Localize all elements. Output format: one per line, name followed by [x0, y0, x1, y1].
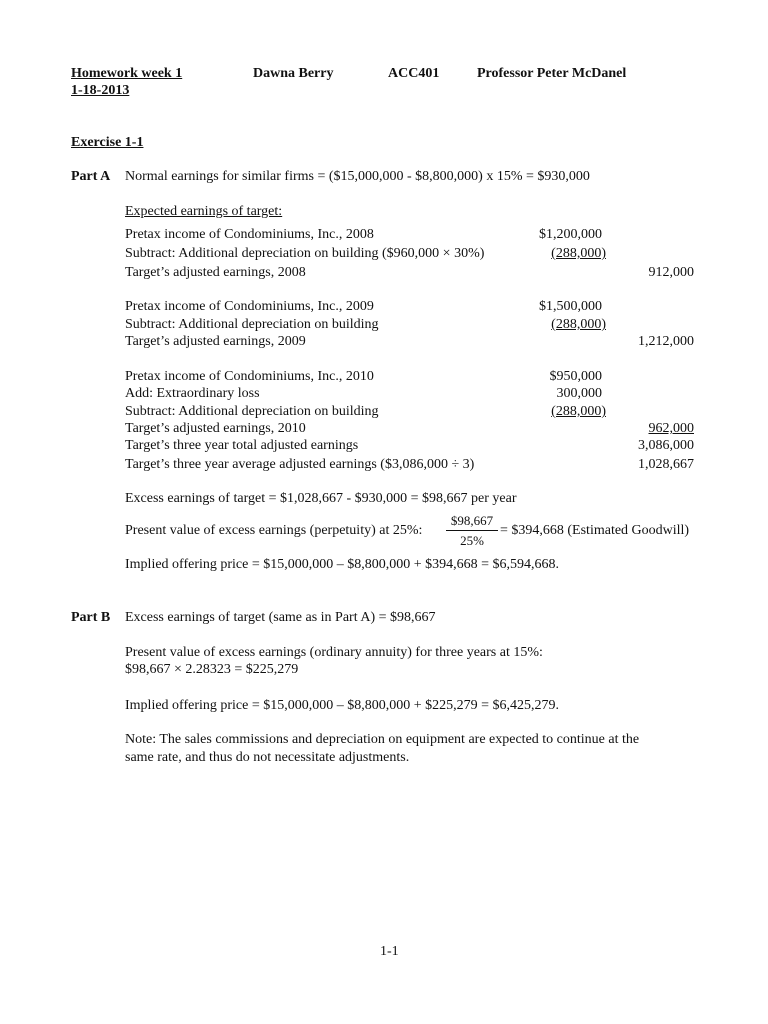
pv-numerator: $98,667	[446, 513, 498, 531]
header-student-name: Dawna Berry	[253, 66, 334, 81]
row-label: Target’s adjusted earnings, 2009	[125, 334, 306, 349]
row-total: 1,028,667	[638, 457, 694, 472]
pv-annuity-line1: Present value of excess earnings (ordinary annuity) for three years at 15%:	[125, 645, 543, 660]
row-label: Pretax income of Condominiums, Inc., 2009	[125, 299, 374, 314]
implied-price-a: Implied offering price = $15,000,000 – $8,800,000 + $394,668 = $6,594,668.	[125, 557, 560, 572]
note-line1: Note: The sales commissions and depreciation on equipment are expected to continue at the	[125, 732, 640, 747]
row-label: Pretax income of Condominiums, Inc., 2010	[125, 369, 374, 384]
excess-earnings-line: Excess earnings of target = $1,028,667 - $930,000 = $98,667 per year	[125, 491, 517, 506]
page-number: 1-1	[380, 944, 399, 959]
row-label: Target’s adjusted earnings, 2010	[125, 421, 306, 436]
row-label: Target’s adjusted earnings, 2008	[125, 265, 306, 280]
row-label: Pretax income of Condominiums, Inc., 2008	[125, 227, 374, 242]
row-total: 3,086,000	[638, 438, 694, 453]
header-professor: Professor Peter McDanel	[477, 66, 627, 81]
header-date: 1-18-2013	[71, 83, 130, 98]
row-amount: 300,000	[556, 386, 602, 401]
excess-earnings-b: Excess earnings of target (same as in Part A) = $98,667	[125, 610, 436, 625]
part-a-label: Part A	[71, 169, 111, 184]
header-title: Homework week 1	[71, 66, 183, 81]
pv-denominator: 25%	[460, 533, 484, 548]
row-amount: (288,000)	[551, 404, 606, 419]
row-total: 962,000	[648, 421, 694, 436]
row-total: 1,212,000	[638, 334, 694, 349]
normal-earnings-line: Normal earnings for similar firms = ($15,000,000 - $8,800,000) x 15% = $930,000	[125, 169, 590, 184]
note-line2: same rate, and thus do not necessitate adjustments.	[125, 750, 410, 765]
pv-prefix: Present value of excess earnings (perpetuity) at 25%:	[125, 523, 423, 538]
row-amount: $950,000	[549, 369, 602, 384]
pv-fraction	[446, 513, 498, 549]
header-course: ACC401	[388, 66, 440, 81]
implied-price-b: Implied offering price = $15,000,000 – $8,800,000 + $225,279 = $6,425,279.	[125, 698, 560, 713]
row-total: 912,000	[648, 265, 694, 280]
pv-suffix: = $394,668 (Estimated Goodwill)	[500, 523, 690, 538]
expected-earnings-heading: Expected earnings of target:	[125, 204, 283, 219]
exercise-title: Exercise 1-1	[71, 135, 144, 150]
row-label: Subtract: Additional depreciation on building	[125, 404, 379, 419]
row-label: Subtract: Additional depreciation on building ($960,000 × 30%)	[125, 246, 485, 261]
pv-annuity-line2: $98,667 × 2.28323 = $225,279	[125, 662, 299, 677]
row-amount: $1,500,000	[539, 299, 602, 314]
part-b-label: Part B	[71, 610, 111, 625]
row-label: Target’s three year average adjusted earnings ($3,086,000 ÷ 3)	[125, 457, 475, 472]
row-amount: (288,000)	[551, 317, 606, 332]
row-label: Subtract: Additional depreciation on building	[125, 317, 379, 332]
row-amount: $1,200,000	[539, 227, 602, 242]
row-label: Add: Extraordinary loss	[125, 386, 260, 401]
row-amount: (288,000)	[551, 246, 606, 261]
row-label: Target’s three year total adjusted earnings	[125, 438, 359, 453]
